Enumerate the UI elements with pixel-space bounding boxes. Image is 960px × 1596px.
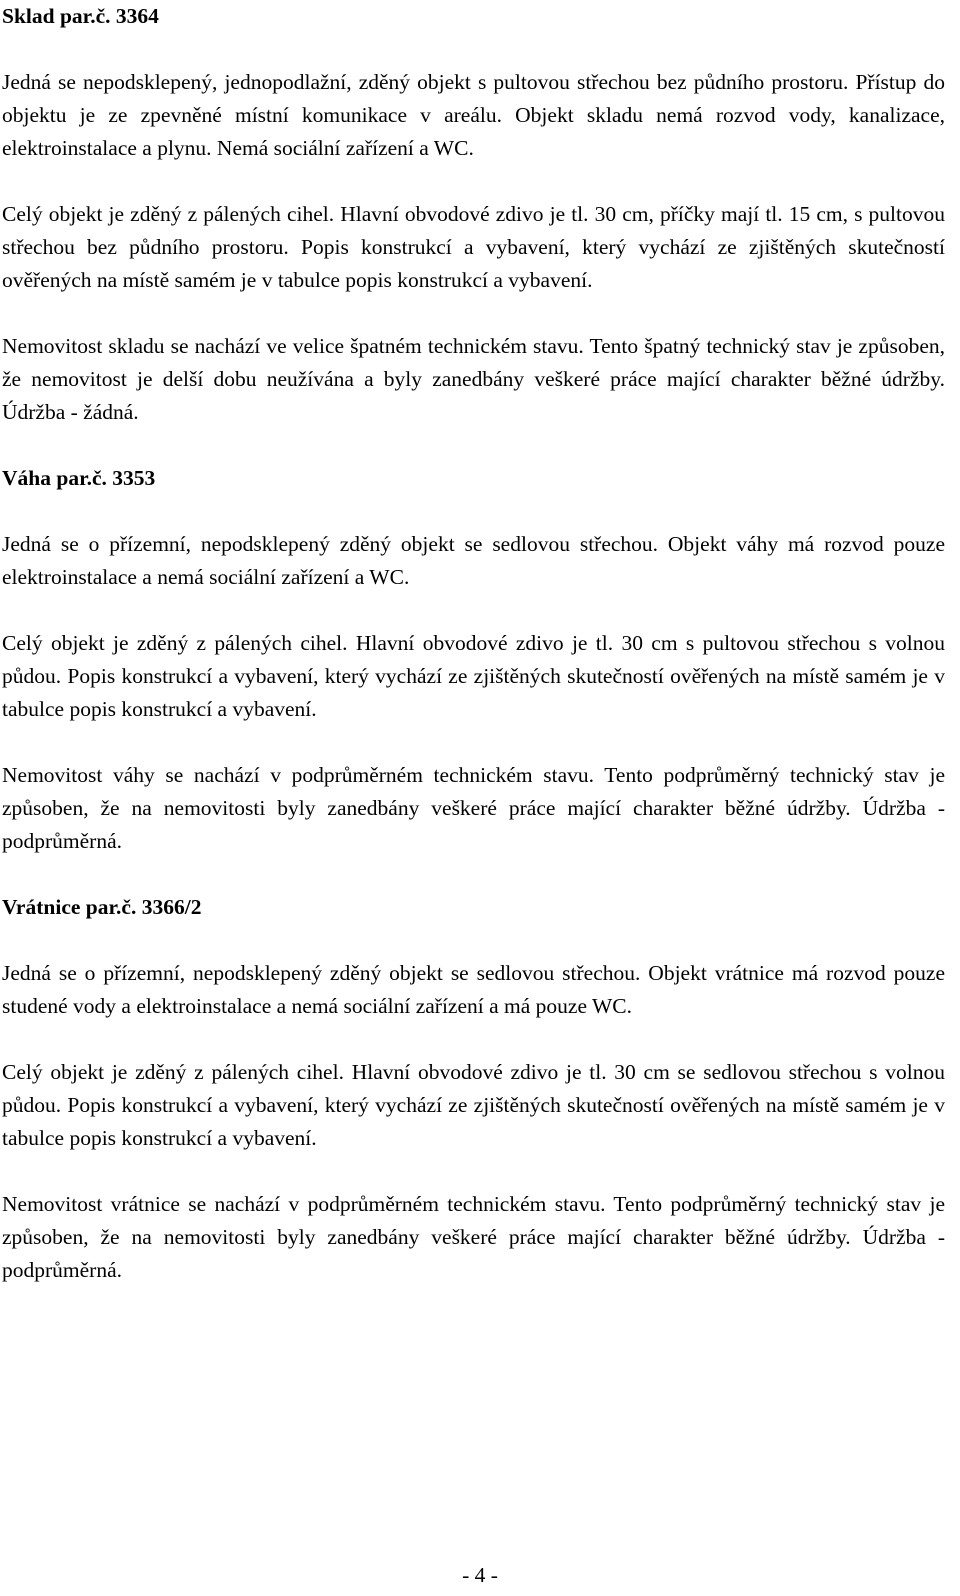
spacer	[2, 924, 945, 957]
spacer	[2, 33, 945, 66]
section-title-vratnice: Vrátnice par.č. 3366/2	[2, 895, 202, 919]
paragraph: Nemovitost vrátnice se nachází v podprůměrném technickém stavu. Tento podprůměrný technický stav je způsoben, že na nemovitosti byly zanedbány veškeré práce mající charakter běžné údržby. Údržba - podprůměrná.	[2, 1192, 945, 1282]
paragraph: Jedná se nepodsklepený, jednopodlažní, zděný objekt s pultovou střechou bez půdního prostoru. Přístup do objektu je ze zpevněné místní komunikace v areálu. Objekt skladu nemá rozvod vody, kanalizace, elektroinstalace a plynu. Nemá sociální zařízení a WC.	[2, 70, 945, 160]
paragraph: Nemovitost skladu se nachází ve velice špatném technickém stavu. Tento špatný technický stav je způsoben, že nemovitost je delší dobu neužívána a byly zanedbány veškeré práce mající charakter běžné údržby. Údržba - žádná.	[2, 334, 945, 424]
paragraph: Celý objekt je zděný z pálených cihel. Hlavní obvodové zdivo je tl. 30 cm s pultovou střechou s volnou půdou. Popis konstrukcí a vybavení, který vychází ze zjištěných skutečností ověřených na místě samém je v tabulce popis konstrukcí a vybavení.	[2, 631, 945, 721]
paragraph: Celý objekt je zděný z pálených cihel. Hlavní obvodové zdivo je tl. 30 cm, příčky mají tl. 15 cm, s pultovou střechou bez půdního prostoru. Popis konstrukcí a vybavení, který vychází ze zjištěných skutečností ověřených na místě samém je v tabulce popis konstrukcí a vybavení.	[2, 202, 945, 292]
spacer	[2, 495, 945, 528]
spacer	[2, 726, 945, 759]
paragraph: Nemovitost váhy se nachází v podprůměrném technickém stavu. Tento podprůměrný technický stav je způsoben, že na nemovitosti byly zanedbány veškeré práce mající charakter běžné údržby. Údržba - podprůměrná.	[2, 763, 945, 853]
page-number: - 4 -	[462, 1563, 498, 1587]
spacer	[2, 297, 945, 330]
section-title-vaha: Váha par.č. 3353	[2, 466, 156, 490]
section-title-sklad: Sklad par.č. 3364	[2, 4, 159, 28]
paragraph: Jedná se o přízemní, nepodsklepený zděný objekt se sedlovou střechou. Objekt váhy má rozvod pouze elektroinstalace a nemá sociální zařízení a WC.	[2, 532, 945, 589]
spacer	[2, 1155, 945, 1188]
paragraph: Celý objekt je zděný z pálených cihel. Hlavní obvodové zdivo je tl. 30 cm se sedlovou střechou s volnou půdou. Popis konstrukcí a vybavení, který vychází ze zjištěných skutečností ověřených na místě samém je v tabulce popis konstrukcí a vybavení.	[2, 1060, 945, 1150]
spacer	[2, 858, 945, 891]
paragraph: Jedná se o přízemní, nepodsklepený zděný objekt se sedlovou střechou. Objekt vrátnice má rozvod pouze studené vody a elektroinstalace a nemá sociální zařízení a má pouze WC.	[2, 961, 945, 1018]
spacer	[2, 429, 945, 462]
spacer	[2, 594, 945, 627]
spacer	[2, 165, 945, 198]
spacer	[2, 1023, 945, 1056]
